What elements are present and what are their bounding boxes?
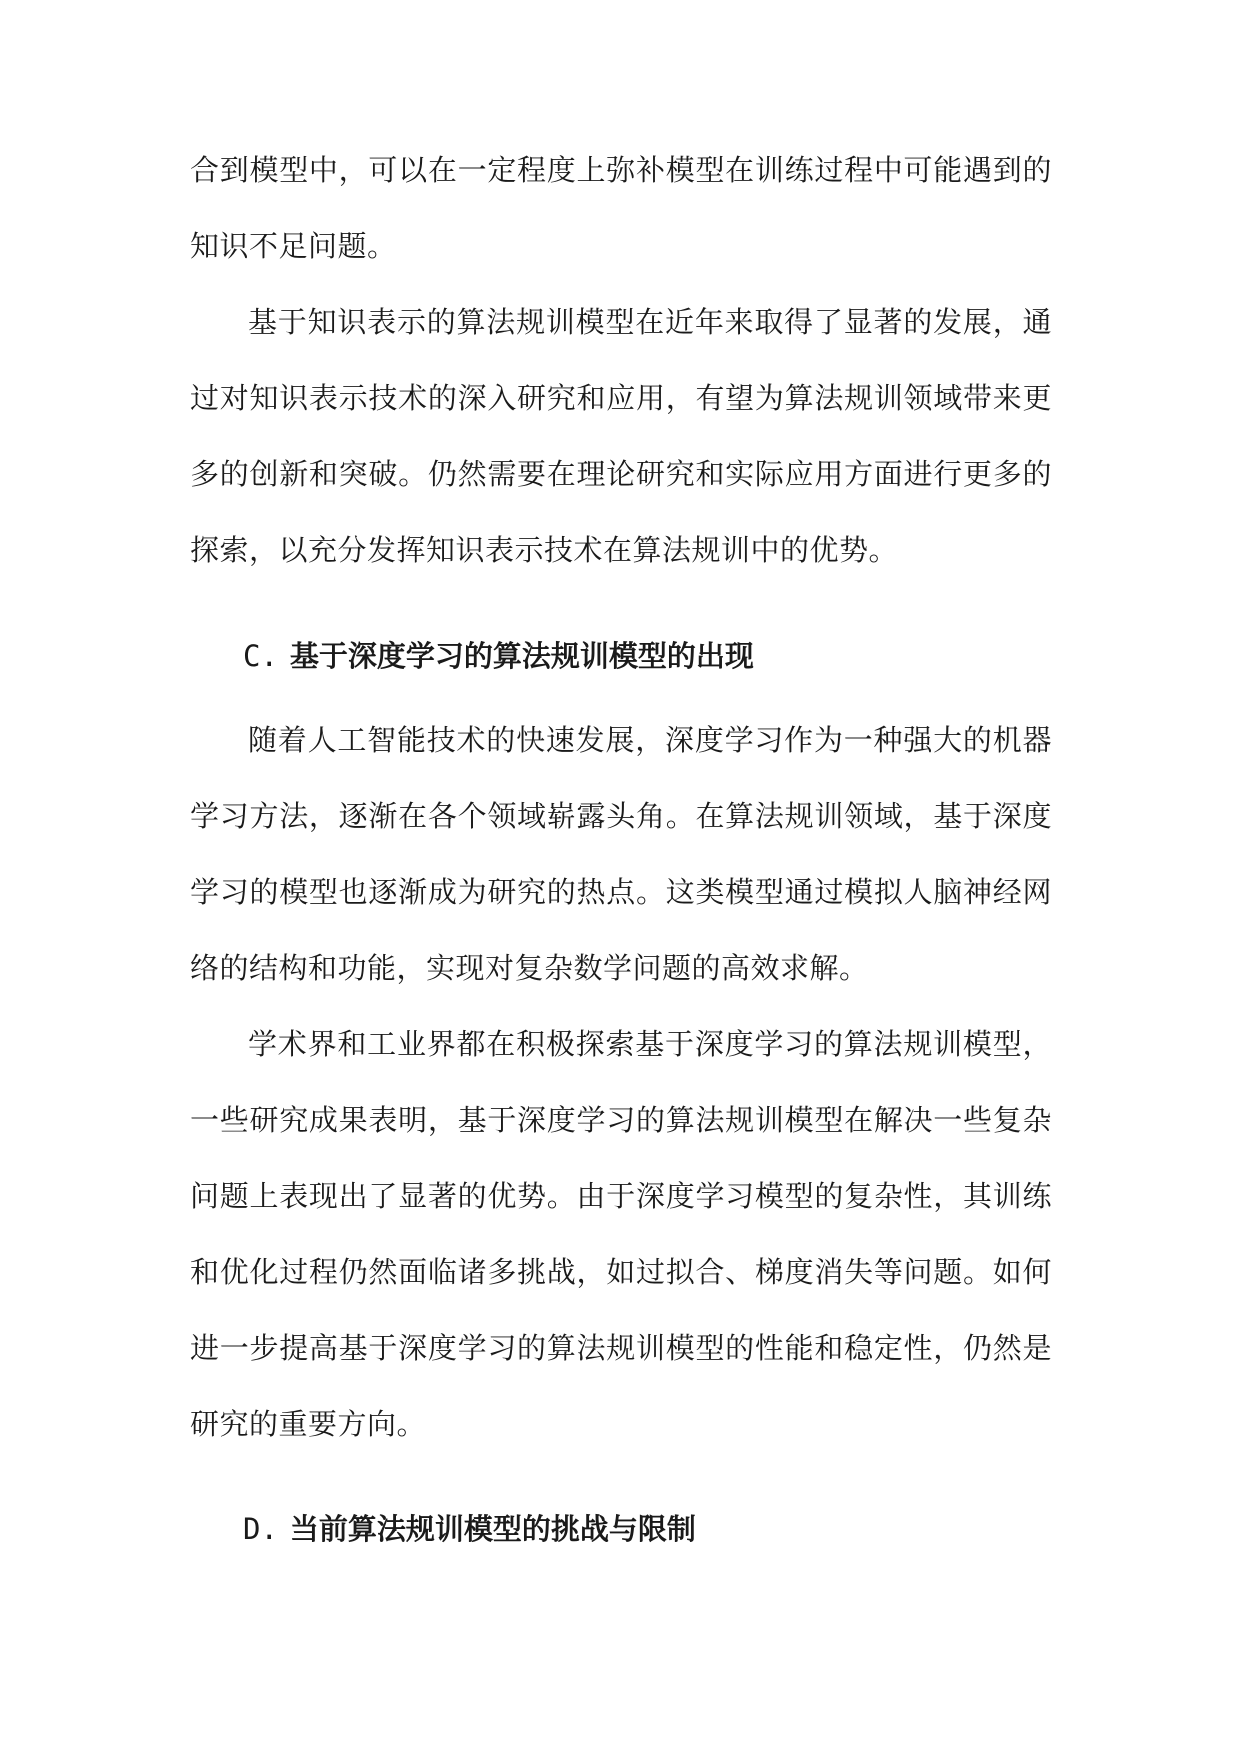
section-heading-c — [243, 636, 754, 676]
paragraph-continuation: 合到模型中，可以在一定程度上弥补模型在训练过程中可能遇到的知识不足问题。 — [190, 153, 1052, 263]
paragraph-deep-learning-intro: 随着人工智能技术的快速发展，深度学习作为一种强大的机器学习方法，逐渐在各个领域崭露头角。在算法规训领域，基于深度学习的模型也逐渐成为研究的热点。这类模型通过模拟人脑神经网络的结构和功能，实现对复杂数学问题的高效求解。 — [190, 723, 1052, 985]
paragraph-knowledge-representation: 基于知识表示的算法规训模型在近年来取得了显著的发展，通过对知识表示技术的深入研究和应用，有望为算法规训领域带来更多的创新和突破。仍然需要在理论研究和实际应用方面进行更多的探索，以充分发挥知识表示技术在算法规训中的优势。 — [190, 305, 1052, 567]
section-label-c: C. — [243, 639, 278, 673]
section-title-d: 当前算法规训模型的挑战与限制 — [289, 1512, 696, 1546]
section-heading-d — [243, 1509, 696, 1549]
section-label-d: D. — [243, 1512, 278, 1546]
section-title-c: 基于深度学习的算法规训模型的出现 — [289, 639, 754, 673]
paragraph-deep-learning-research: 学术界和工业界都在积极探索基于深度学习的算法规训模型，一些研究成果表明，基于深度学习的算法规训模型在解决一些复杂问题上表现出了显著的优势。由于深度学习模型的复杂性，其训练和优化过程仍然面临诸多挑战，如过拟合、梯度消失等问题。如何进一步提高基于深度学习的算法规训模型的性能和稳定性，仍然是研究的重要方向。 — [190, 1027, 1052, 1441]
